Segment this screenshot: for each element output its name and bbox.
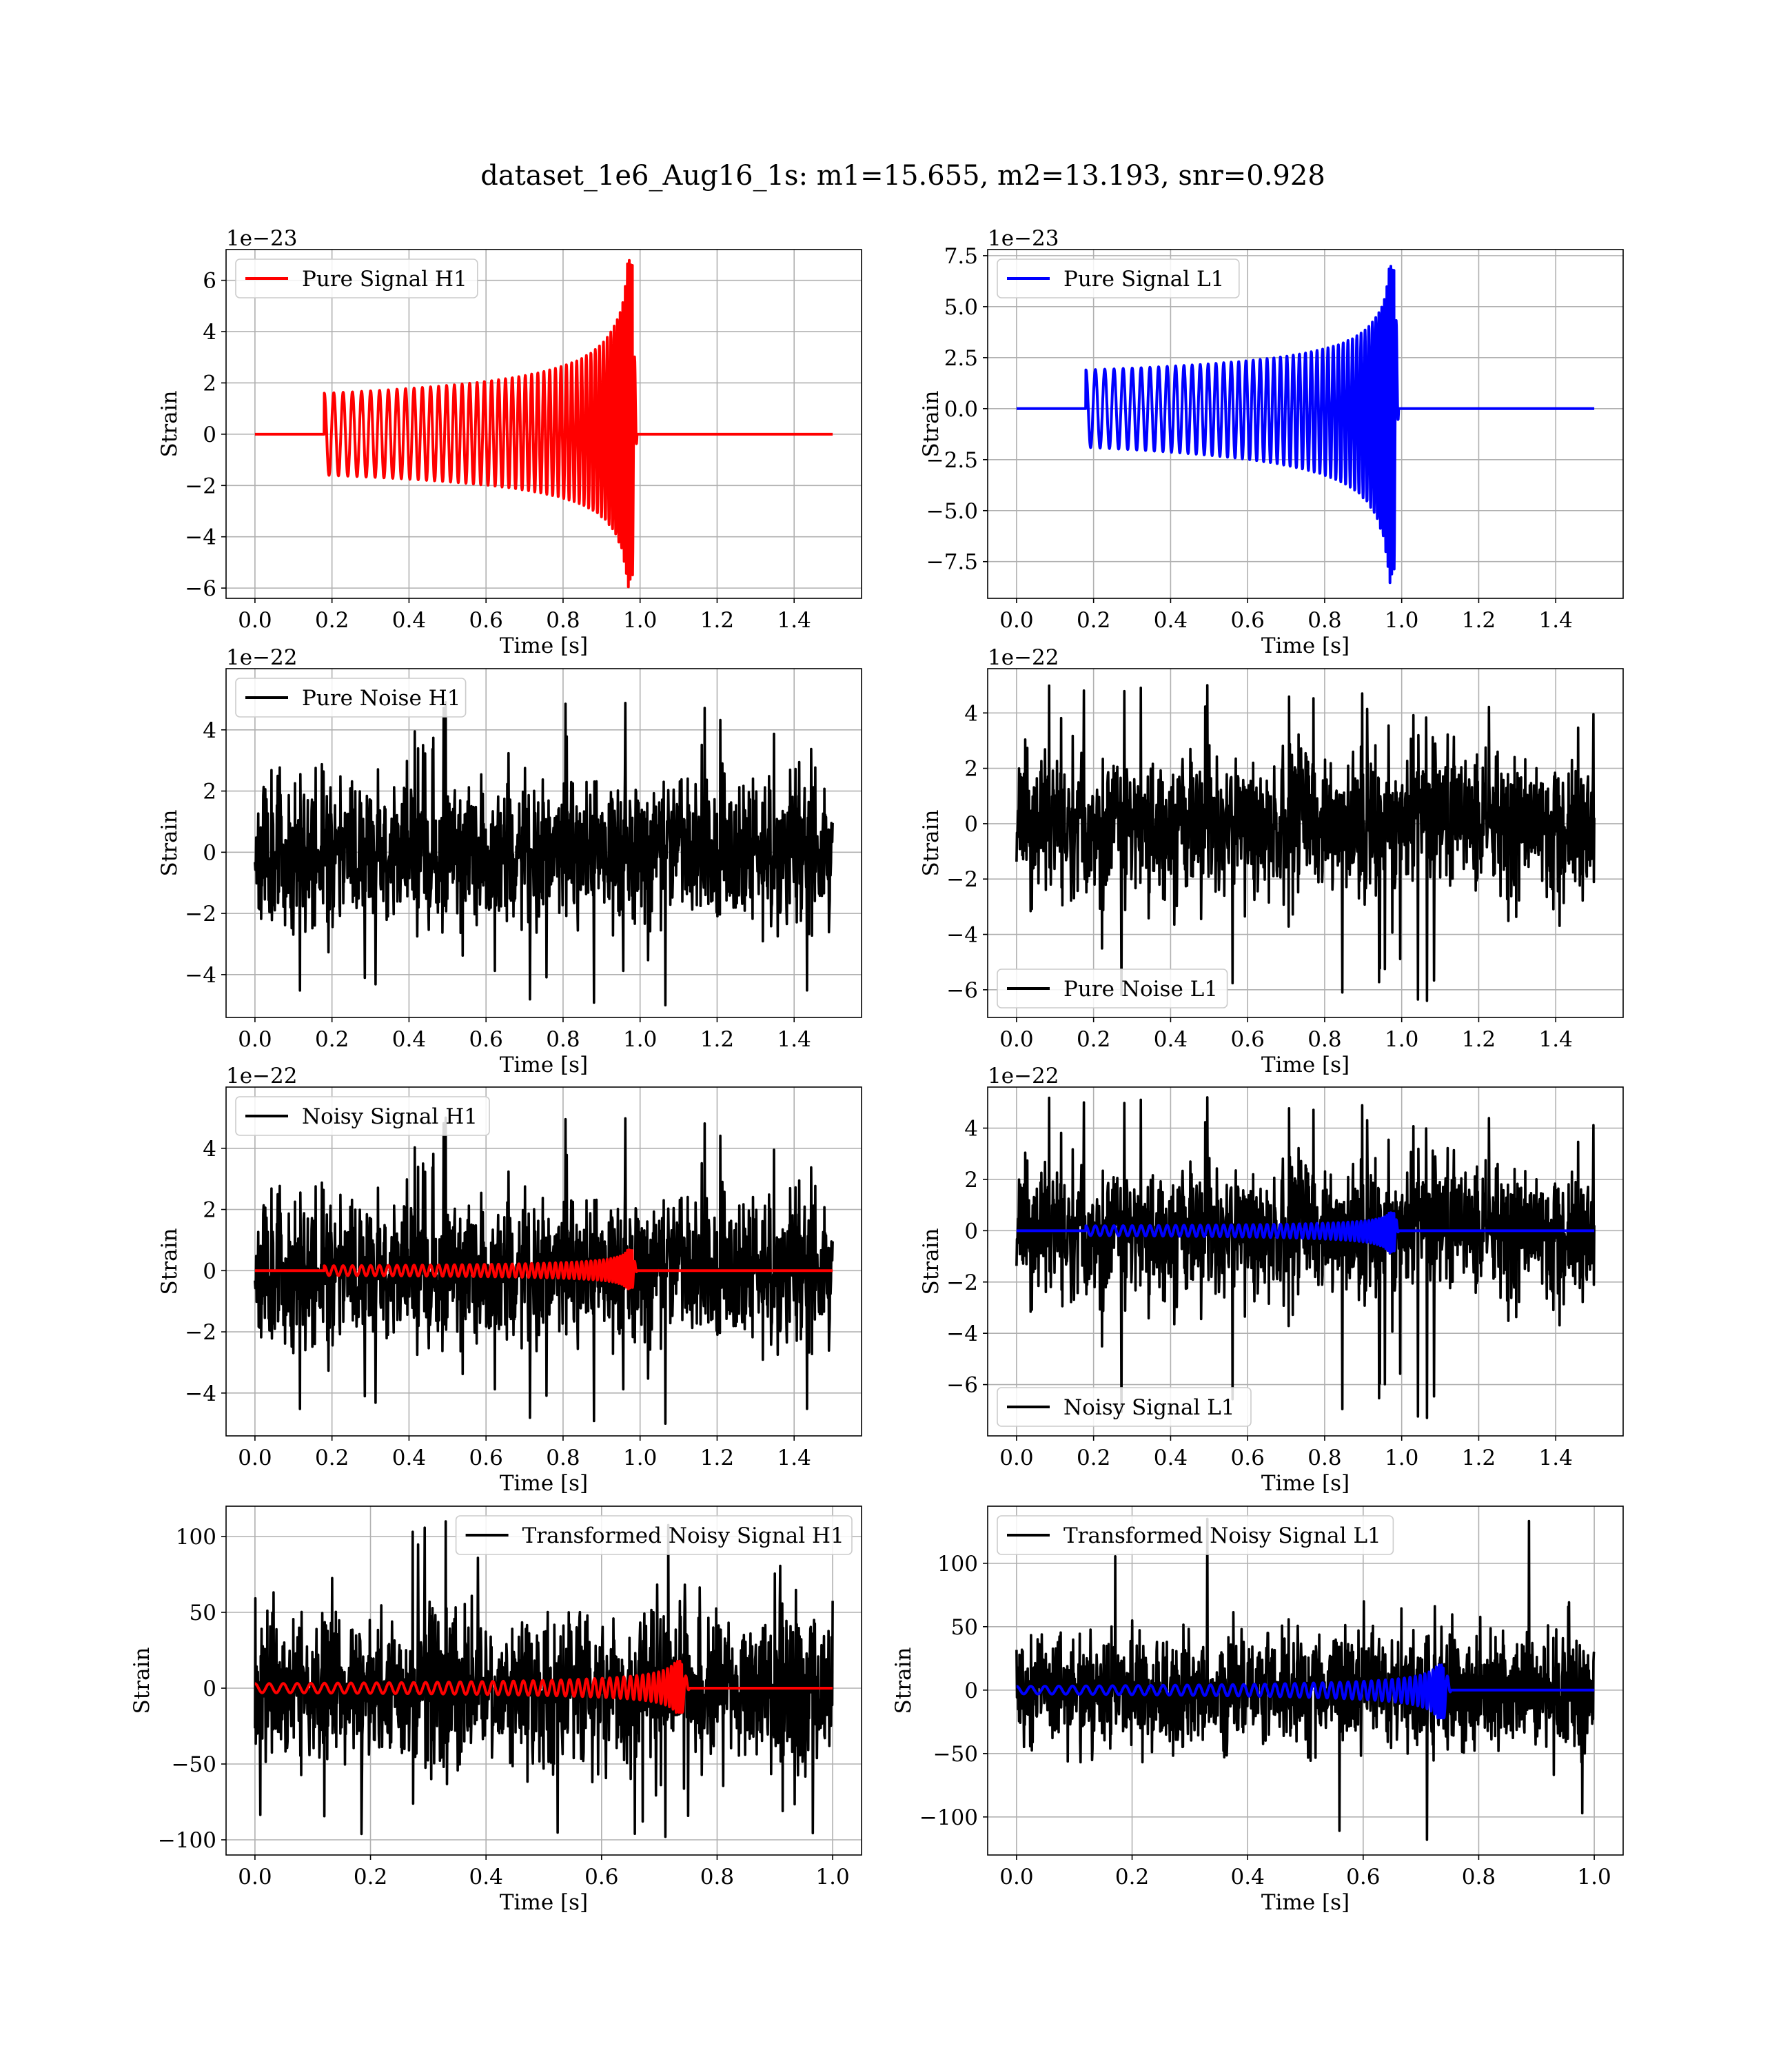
x-tick-label: 1.4 <box>1538 1446 1573 1470</box>
x-tick-label: 0.8 <box>546 1446 580 1470</box>
x-tick-label: 1.0 <box>1385 608 1419 633</box>
legend <box>997 1516 1393 1554</box>
y-tick-label: −6 <box>946 1372 978 1398</box>
y-tick-label: −4 <box>946 1321 978 1347</box>
x-tick-label: 0.8 <box>546 1027 580 1052</box>
y-tick-label: −2 <box>185 902 216 927</box>
y-axis-label: Strain <box>157 1228 182 1295</box>
x-tick-label: 0.0 <box>999 608 1034 633</box>
x-tick-label: 1.4 <box>777 1027 811 1052</box>
x-tick-label: 0.8 <box>1461 1865 1496 1889</box>
y-tick-label: 100 <box>937 1551 978 1577</box>
x-tick-label: 0.8 <box>1307 1446 1342 1470</box>
offset-text: 1e−22 <box>226 1064 298 1088</box>
offset-text: 1e−22 <box>988 645 1059 670</box>
x-tick-label: 1.0 <box>1385 1446 1419 1470</box>
y-tick-label: 4 <box>964 701 978 727</box>
x-tick-label: 0.2 <box>1114 1865 1150 1889</box>
y-tick-label: 0 <box>203 1259 216 1284</box>
x-tick-label: 0.2 <box>353 1865 388 1889</box>
y-tick-label: −4 <box>185 525 216 550</box>
x-tick-label: 1.0 <box>623 1027 658 1052</box>
y-tick-label: 2 <box>964 756 978 782</box>
x-tick-label: 1.4 <box>777 608 811 633</box>
y-tick-label: −50 <box>933 1741 978 1767</box>
y-axis-label: Strain <box>157 390 182 458</box>
x-tick-label: 0.6 <box>1230 1027 1265 1052</box>
y-tick-label: 0 <box>203 840 216 866</box>
x-tick-label: 1.2 <box>700 608 735 633</box>
x-tick-label: 0.2 <box>315 608 349 633</box>
y-tick-label: 4 <box>203 718 216 743</box>
x-tick-label: 0.4 <box>391 1446 427 1470</box>
y-tick-label: −6 <box>946 977 978 1003</box>
y-tick-label: 0 <box>964 1678 978 1703</box>
legend-label: Pure Signal L1 <box>1063 267 1225 292</box>
x-axis-label: Time [s] <box>499 1053 589 1077</box>
x-tick-label: 0.6 <box>469 1027 503 1052</box>
x-tick-label: 0.2 <box>1077 1446 1111 1470</box>
x-tick-label: 0.8 <box>700 1865 735 1889</box>
x-axis-label: Time [s] <box>499 633 589 658</box>
x-tick-label: 0.4 <box>469 1865 503 1889</box>
x-tick-label: 0.8 <box>546 608 580 633</box>
x-tick-label: 0.2 <box>315 1027 349 1052</box>
y-tick-label: −100 <box>919 1805 978 1830</box>
y-tick-label: 4 <box>203 1136 216 1162</box>
x-tick-label: 0.6 <box>1346 1865 1381 1889</box>
y-tick-label: 0 <box>203 422 216 447</box>
x-tick-label: 0.8 <box>1307 608 1342 633</box>
legend-label: Pure Noise H1 <box>302 686 461 711</box>
y-tick-label: −5.0 <box>926 498 978 524</box>
legend-label: Pure Signal H1 <box>302 267 467 292</box>
y-axis-label: Strain <box>130 1647 154 1714</box>
legend-label: Transformed Noisy Signal H1 <box>522 1523 844 1548</box>
y-tick-label: 4 <box>203 320 216 345</box>
offset-text: 1e−22 <box>988 1064 1059 1088</box>
x-axis-label: Time [s] <box>1261 1471 1350 1496</box>
y-tick-label: 5.0 <box>944 294 978 320</box>
x-axis-label: Time [s] <box>1261 1053 1350 1077</box>
x-tick-label: 0.6 <box>469 608 503 633</box>
x-tick-label: 1.4 <box>777 1446 811 1470</box>
y-axis-label: Strain <box>919 809 944 877</box>
x-tick-label: 0.0 <box>999 1027 1034 1052</box>
x-tick-label: 0.0 <box>238 1446 272 1470</box>
x-tick-label: 0.6 <box>1230 1446 1265 1470</box>
y-tick-label: 2 <box>203 371 216 396</box>
y-tick-label: −6 <box>185 576 216 602</box>
x-tick-label: 0.2 <box>1077 608 1111 633</box>
y-axis-label: Strain <box>157 809 182 877</box>
legend <box>236 678 466 717</box>
legend-label: Noisy Signal L1 <box>1063 1395 1235 1420</box>
x-tick-label: 0.4 <box>391 608 427 633</box>
x-tick-label: 0.6 <box>1230 608 1265 633</box>
y-tick-label: 7.5 <box>944 243 978 269</box>
x-tick-label: 1.4 <box>1538 608 1573 633</box>
legend <box>997 259 1239 298</box>
x-tick-label: 0.0 <box>238 1865 272 1889</box>
x-axis-label: Time [s] <box>1261 1890 1350 1915</box>
y-tick-label: 0 <box>203 1676 216 1701</box>
offset-text: 1e−22 <box>226 645 298 670</box>
y-tick-label: 4 <box>964 1116 978 1142</box>
x-axis-label: Time [s] <box>1261 633 1350 658</box>
x-tick-label: 1.0 <box>815 1865 850 1889</box>
x-tick-label: 0.4 <box>1153 1446 1188 1470</box>
legend <box>456 1516 852 1554</box>
x-tick-label: 0.8 <box>1307 1027 1342 1052</box>
y-tick-label: 2 <box>964 1167 978 1193</box>
y-tick-label: 6 <box>203 268 216 294</box>
x-tick-label: 1.0 <box>623 1446 658 1470</box>
legend-label: Noisy Signal H1 <box>302 1104 478 1129</box>
x-tick-label: 0.4 <box>1153 608 1188 633</box>
x-tick-label: 0.6 <box>584 1865 619 1889</box>
x-tick-label: 0.4 <box>1230 1865 1265 1889</box>
x-tick-label: 0.2 <box>1077 1027 1111 1052</box>
x-tick-label: 1.0 <box>623 608 658 633</box>
x-tick-label: 1.2 <box>1461 1446 1496 1470</box>
x-tick-label: 1.2 <box>1461 1027 1496 1052</box>
offset-text: 1e−23 <box>988 226 1059 251</box>
y-tick-label: 2.5 <box>944 345 978 371</box>
figure-title: dataset_1e6_Aug16_1s: m1=15.655, m2=13.193, snr=0.928 <box>480 160 1325 192</box>
legend <box>997 969 1228 1008</box>
y-tick-label: −2 <box>946 867 978 893</box>
x-tick-label: 0.4 <box>1153 1027 1188 1052</box>
y-tick-label: 0 <box>964 1219 978 1244</box>
y-tick-label: 2 <box>203 779 216 804</box>
legend <box>236 259 478 298</box>
x-tick-label: 1.0 <box>1385 1027 1419 1052</box>
y-tick-label: −100 <box>157 1828 216 1853</box>
x-axis-label: Time [s] <box>499 1890 589 1915</box>
y-tick-label: 50 <box>189 1601 216 1625</box>
y-tick-label: −2.5 <box>926 447 978 473</box>
y-tick-label: 50 <box>950 1614 978 1640</box>
y-axis-label: Strain <box>919 1228 944 1295</box>
x-tick-label: 0.0 <box>238 1027 272 1052</box>
legend-label: Pure Noise L1 <box>1063 977 1218 1002</box>
x-tick-label: 0.6 <box>469 1446 503 1470</box>
x-tick-label: 1.0 <box>1577 1865 1611 1889</box>
legend <box>236 1097 489 1135</box>
y-tick-label: 0.0 <box>944 396 978 422</box>
y-tick-label: −7.5 <box>926 549 978 575</box>
x-tick-label: 0.2 <box>315 1446 349 1470</box>
offset-text: 1e−23 <box>226 226 298 251</box>
x-tick-label: 0.0 <box>238 608 272 633</box>
x-axis-label: Time [s] <box>499 1471 589 1496</box>
y-axis-label: Strain <box>891 1647 916 1714</box>
x-tick-label: 0.0 <box>999 1446 1034 1470</box>
y-tick-label: −2 <box>185 1320 216 1346</box>
x-tick-label: 0.0 <box>999 1865 1034 1889</box>
y-tick-label: 2 <box>203 1197 216 1223</box>
x-tick-label: 0.4 <box>391 1027 427 1052</box>
y-tick-label: −4 <box>185 1381 216 1406</box>
y-tick-label: −2 <box>185 474 216 499</box>
y-tick-label: 0 <box>964 811 978 837</box>
y-tick-label: −4 <box>946 922 978 948</box>
x-tick-label: 1.2 <box>700 1027 735 1052</box>
y-tick-label: −2 <box>946 1270 978 1295</box>
y-tick-label: −50 <box>171 1752 216 1777</box>
legend-label: Transformed Noisy Signal L1 <box>1063 1523 1381 1548</box>
legend <box>997 1388 1251 1426</box>
x-tick-label: 1.2 <box>1461 608 1496 633</box>
y-tick-label: −4 <box>185 962 216 988</box>
x-tick-label: 1.4 <box>1538 1027 1573 1052</box>
y-axis-label: Strain <box>919 390 944 458</box>
x-tick-label: 1.2 <box>700 1446 735 1470</box>
y-tick-label: 100 <box>175 1525 216 1550</box>
